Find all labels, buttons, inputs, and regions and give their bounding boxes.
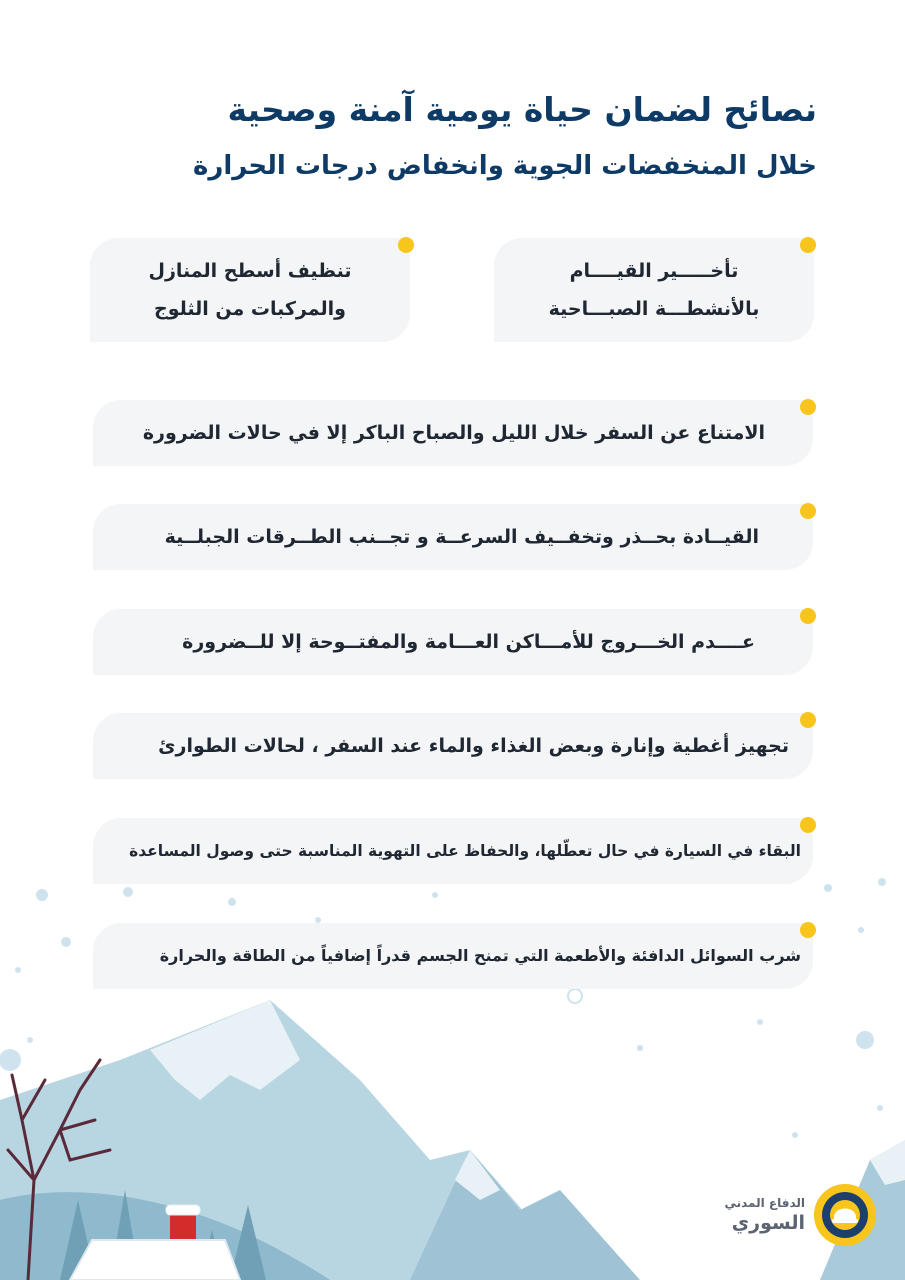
tip-card-drive-carefully (93, 504, 813, 570)
tip-text: عــــدم الخـــروج للأمـــاكن العـــامة والمفتــوحة إلا للــضرورة (182, 631, 755, 653)
civil-defense-logo (812, 1182, 878, 1248)
tip-text-line: بالأنشطـــة الصبـــاحية (548, 298, 760, 320)
tip-text: تجهيز أغطية وإنارة وبعض الغذاء والماء عند السفر ، لحالات الطوارئ (158, 735, 789, 757)
page-subtitle: خلال المنخفضات الجوية وانخفاض درجات الحرارة (193, 151, 817, 181)
tip-card-emergency-supplies (93, 713, 813, 779)
tip-card-avoid-night-travel (93, 400, 813, 466)
bullet-dot (800, 608, 816, 624)
tip-text-line: والمركبات من الثلوج (154, 298, 346, 320)
tip-text: الامتناع عن السفر خلال الليل والصباح الباكر إلا في حالات الضرورة (142, 422, 765, 444)
tip-text: شرب السوائل الدافئة والأطعمة التي تمنح الجسم قدراً إضافياً من الطاقة والحرارة (159, 946, 801, 965)
tip-card-clean-snow (90, 238, 410, 342)
tip-card-warm-drinks (93, 923, 813, 989)
tip-card-delay-morning (494, 238, 814, 342)
tip-text: البقاء في السيارة في حال تعطّلها، والحفاظ على التهوية المناسبة حتى وصول المساعدة (129, 842, 801, 860)
bullet-dot (800, 237, 816, 253)
tip-text-line: تأخـــــير القيــــام (569, 260, 739, 282)
tip-card-stay-in-car (93, 818, 813, 884)
logo-name-line1: الدفاع المدني (724, 1196, 805, 1210)
tip-card-stay-indoors (93, 609, 813, 675)
bullet-dot (800, 712, 816, 728)
bullet-dot (800, 922, 816, 938)
bullet-dot (800, 817, 816, 833)
house-roof (70, 1240, 240, 1280)
bullet-dot (800, 503, 816, 519)
logo-name-line2: السوري (731, 1212, 805, 1234)
bullet-dot (800, 399, 816, 415)
page-title: نصائح لضمان حياة يومية آمنة وصحية (227, 90, 817, 129)
tip-text: القيــادة بحــذر وتخفــيف السرعــة و تجــنب الطــرقات الجبلــية (164, 526, 759, 548)
bullet-dot (398, 237, 414, 253)
tip-text-line: تنظيف أسطح المنازل (148, 260, 352, 282)
